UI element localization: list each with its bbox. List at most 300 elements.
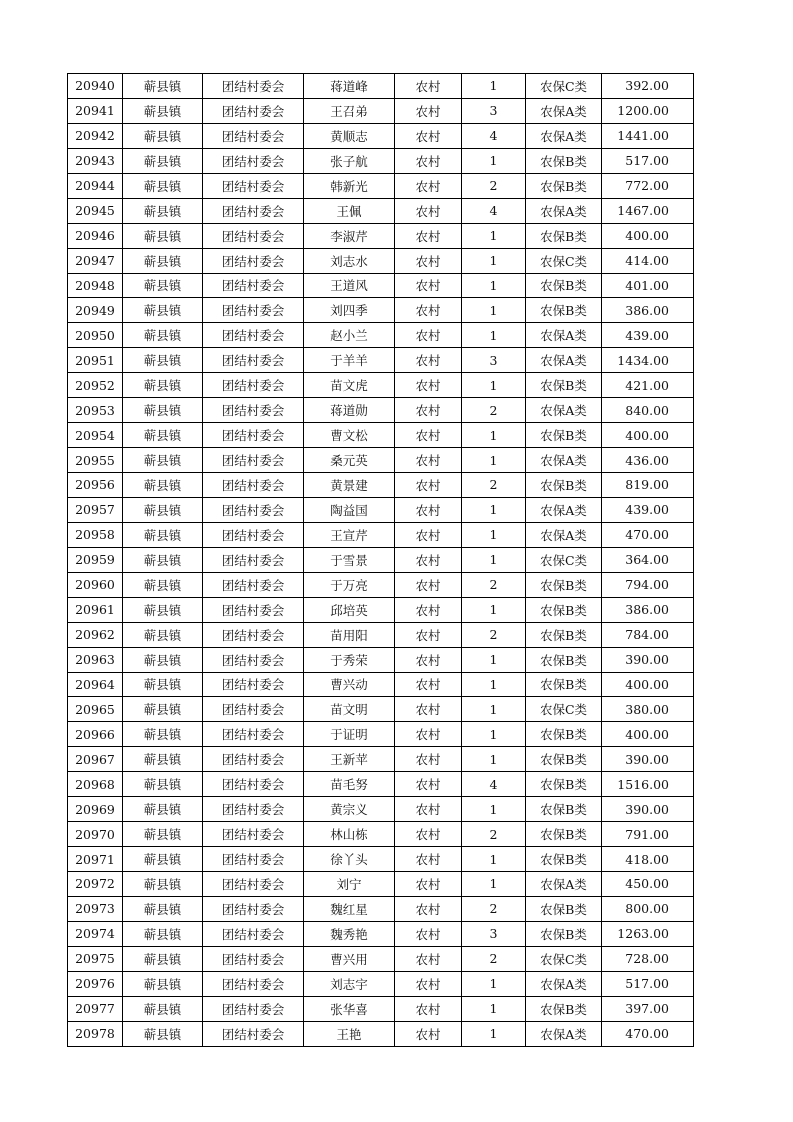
- household-type-cell: 农村: [395, 797, 462, 822]
- amount-cell: 470.00: [602, 1021, 694, 1046]
- household-type-cell: 农村: [395, 273, 462, 298]
- id-cell: 20943: [68, 148, 123, 173]
- table-row: [68, 123, 694, 148]
- people-count-cell: 1: [462, 522, 526, 547]
- household-type-cell: 农村: [395, 173, 462, 198]
- name-cell: 苗文明: [304, 697, 395, 722]
- insurance-category-cell: 农保A类: [526, 98, 602, 123]
- id-cell: 20957: [68, 497, 123, 522]
- id-cell: 20968: [68, 772, 123, 797]
- people-count-cell: 1: [462, 1021, 526, 1046]
- village-cell: 团结村委会: [203, 547, 304, 572]
- household-type-cell: 农村: [395, 647, 462, 672]
- id-cell: 20976: [68, 971, 123, 996]
- household-type-cell: 农村: [395, 597, 462, 622]
- table-row: [68, 522, 694, 547]
- table-row: [68, 896, 694, 921]
- town-cell: 蕲县镇: [123, 1021, 203, 1046]
- name-cell: 苗文虎: [304, 373, 395, 398]
- table-row: [68, 198, 694, 223]
- village-cell: 团结村委会: [203, 597, 304, 622]
- people-count-cell: 1: [462, 722, 526, 747]
- town-cell: 蕲县镇: [123, 198, 203, 223]
- name-cell: 黄景建: [304, 473, 395, 498]
- town-cell: 蕲县镇: [123, 872, 203, 897]
- insurance-category-cell: 农保B类: [526, 298, 602, 323]
- id-cell: 20956: [68, 473, 123, 498]
- town-cell: 蕲县镇: [123, 373, 203, 398]
- village-cell: 团结村委会: [203, 946, 304, 971]
- insurance-category-cell: 农保B类: [526, 722, 602, 747]
- table-row: [68, 298, 694, 323]
- name-cell: 苗用阳: [304, 622, 395, 647]
- town-cell: 蕲县镇: [123, 348, 203, 373]
- household-type-cell: 农村: [395, 423, 462, 448]
- town-cell: 蕲县镇: [123, 398, 203, 423]
- table-row: [68, 722, 694, 747]
- amount-cell: 400.00: [602, 423, 694, 448]
- town-cell: 蕲县镇: [123, 298, 203, 323]
- people-count-cell: 1: [462, 448, 526, 473]
- amount-cell: 800.00: [602, 896, 694, 921]
- id-cell: 20963: [68, 647, 123, 672]
- amount-cell: 392.00: [602, 74, 694, 99]
- id-cell: 20958: [68, 522, 123, 547]
- village-cell: 团结村委会: [203, 1021, 304, 1046]
- amount-cell: 470.00: [602, 522, 694, 547]
- table-row: [68, 971, 694, 996]
- name-cell: 苗毛努: [304, 772, 395, 797]
- village-cell: 团结村委会: [203, 722, 304, 747]
- amount-cell: 397.00: [602, 996, 694, 1021]
- table-row: [68, 622, 694, 647]
- insurance-category-cell: 农保B类: [526, 273, 602, 298]
- name-cell: 赵小兰: [304, 323, 395, 348]
- name-cell: 于羊羊: [304, 348, 395, 373]
- name-cell: 黄顺志: [304, 123, 395, 148]
- table-row: [68, 921, 694, 946]
- town-cell: 蕲县镇: [123, 273, 203, 298]
- people-count-cell: 3: [462, 921, 526, 946]
- people-count-cell: 1: [462, 547, 526, 572]
- village-cell: 团结村委会: [203, 423, 304, 448]
- household-type-cell: 农村: [395, 123, 462, 148]
- name-cell: 王宣芹: [304, 522, 395, 547]
- amount-cell: 390.00: [602, 797, 694, 822]
- table-row: [68, 273, 694, 298]
- amount-cell: 386.00: [602, 597, 694, 622]
- town-cell: 蕲县镇: [123, 98, 203, 123]
- village-cell: 团结村委会: [203, 123, 304, 148]
- amount-cell: 390.00: [602, 647, 694, 672]
- town-cell: 蕲县镇: [123, 996, 203, 1021]
- village-cell: 团结村委会: [203, 273, 304, 298]
- town-cell: 蕲县镇: [123, 572, 203, 597]
- household-type-cell: 农村: [395, 198, 462, 223]
- id-cell: 20966: [68, 722, 123, 747]
- name-cell: 刘志宇: [304, 971, 395, 996]
- id-cell: 20949: [68, 298, 123, 323]
- insurance-category-cell: 农保C类: [526, 697, 602, 722]
- people-count-cell: 4: [462, 123, 526, 148]
- people-count-cell: 1: [462, 323, 526, 348]
- town-cell: 蕲县镇: [123, 497, 203, 522]
- village-cell: 团结村委会: [203, 173, 304, 198]
- household-type-cell: 农村: [395, 148, 462, 173]
- name-cell: 魏红星: [304, 896, 395, 921]
- people-count-cell: 1: [462, 423, 526, 448]
- household-type-cell: 农村: [395, 822, 462, 847]
- household-type-cell: 农村: [395, 348, 462, 373]
- amount-cell: 1434.00: [602, 348, 694, 373]
- table-row: [68, 398, 694, 423]
- amount-cell: 390.00: [602, 747, 694, 772]
- village-cell: 团结村委会: [203, 572, 304, 597]
- household-type-cell: 农村: [395, 373, 462, 398]
- amount-cell: 436.00: [602, 448, 694, 473]
- town-cell: 蕲县镇: [123, 971, 203, 996]
- insurance-category-cell: 农保B类: [526, 423, 602, 448]
- people-count-cell: 1: [462, 996, 526, 1021]
- household-type-cell: 农村: [395, 772, 462, 797]
- table-row: [68, 747, 694, 772]
- name-cell: 张华喜: [304, 996, 395, 1021]
- household-type-cell: 农村: [395, 1021, 462, 1046]
- village-cell: 团结村委会: [203, 323, 304, 348]
- amount-cell: 439.00: [602, 497, 694, 522]
- amount-cell: 400.00: [602, 672, 694, 697]
- insurance-category-cell: 农保B类: [526, 847, 602, 872]
- table-row: [68, 772, 694, 797]
- table-row: [68, 497, 694, 522]
- name-cell: 桑元英: [304, 448, 395, 473]
- name-cell: 黄宗义: [304, 797, 395, 822]
- household-type-cell: 农村: [395, 522, 462, 547]
- village-cell: 团结村委会: [203, 822, 304, 847]
- insurance-category-cell: 农保A类: [526, 348, 602, 373]
- table-row: [68, 1021, 694, 1046]
- amount-cell: 414.00: [602, 248, 694, 273]
- village-cell: 团结村委会: [203, 473, 304, 498]
- table-row: [68, 173, 694, 198]
- household-type-cell: 农村: [395, 971, 462, 996]
- people-count-cell: 3: [462, 98, 526, 123]
- id-cell: 20955: [68, 448, 123, 473]
- household-type-cell: 农村: [395, 872, 462, 897]
- table-row: [68, 473, 694, 498]
- records-table: [67, 73, 694, 1047]
- amount-cell: 794.00: [602, 572, 694, 597]
- name-cell: 王道风: [304, 273, 395, 298]
- name-cell: 刘四季: [304, 298, 395, 323]
- town-cell: 蕲县镇: [123, 697, 203, 722]
- table-row: [68, 672, 694, 697]
- insurance-category-cell: 农保A类: [526, 123, 602, 148]
- town-cell: 蕲县镇: [123, 74, 203, 99]
- insurance-category-cell: 农保A类: [526, 198, 602, 223]
- village-cell: 团结村委会: [203, 971, 304, 996]
- table-row: [68, 74, 694, 99]
- town-cell: 蕲县镇: [123, 622, 203, 647]
- insurance-category-cell: 农保A类: [526, 448, 602, 473]
- village-cell: 团结村委会: [203, 672, 304, 697]
- insurance-category-cell: 农保B类: [526, 597, 602, 622]
- town-cell: 蕲县镇: [123, 223, 203, 248]
- name-cell: 于证明: [304, 722, 395, 747]
- amount-cell: 380.00: [602, 697, 694, 722]
- village-cell: 团结村委会: [203, 697, 304, 722]
- name-cell: 刘志水: [304, 248, 395, 273]
- town-cell: 蕲县镇: [123, 248, 203, 273]
- name-cell: 于万亮: [304, 572, 395, 597]
- amount-cell: 840.00: [602, 398, 694, 423]
- name-cell: 李淑芹: [304, 223, 395, 248]
- table-row: [68, 797, 694, 822]
- name-cell: 于雪景: [304, 547, 395, 572]
- village-cell: 团结村委会: [203, 497, 304, 522]
- people-count-cell: 1: [462, 74, 526, 99]
- amount-cell: 418.00: [602, 847, 694, 872]
- id-cell: 20964: [68, 672, 123, 697]
- id-cell: 20973: [68, 896, 123, 921]
- amount-cell: 401.00: [602, 273, 694, 298]
- table-row: [68, 847, 694, 872]
- name-cell: 曹文松: [304, 423, 395, 448]
- people-count-cell: 1: [462, 373, 526, 398]
- household-type-cell: 农村: [395, 921, 462, 946]
- table-row: [68, 572, 694, 597]
- amount-cell: 784.00: [602, 622, 694, 647]
- table-row: [68, 98, 694, 123]
- id-cell: 20972: [68, 872, 123, 897]
- table-row: [68, 872, 694, 897]
- table-body: [68, 74, 694, 1047]
- table-row: [68, 223, 694, 248]
- insurance-category-cell: 农保B类: [526, 473, 602, 498]
- household-type-cell: 农村: [395, 747, 462, 772]
- people-count-cell: 3: [462, 348, 526, 373]
- name-cell: 蒋道峰: [304, 74, 395, 99]
- table-row: [68, 597, 694, 622]
- id-cell: 20978: [68, 1021, 123, 1046]
- insurance-category-cell: 农保A类: [526, 522, 602, 547]
- town-cell: 蕲县镇: [123, 896, 203, 921]
- town-cell: 蕲县镇: [123, 423, 203, 448]
- insurance-category-cell: 农保A类: [526, 323, 602, 348]
- town-cell: 蕲县镇: [123, 797, 203, 822]
- people-count-cell: 1: [462, 597, 526, 622]
- name-cell: 王新苹: [304, 747, 395, 772]
- amount-cell: 791.00: [602, 822, 694, 847]
- town-cell: 蕲县镇: [123, 323, 203, 348]
- household-type-cell: 农村: [395, 298, 462, 323]
- town-cell: 蕲县镇: [123, 522, 203, 547]
- village-cell: 团结村委会: [203, 298, 304, 323]
- village-cell: 团结村委会: [203, 896, 304, 921]
- household-type-cell: 农村: [395, 946, 462, 971]
- table-row: [68, 248, 694, 273]
- table-row: [68, 697, 694, 722]
- id-cell: 20947: [68, 248, 123, 273]
- insurance-category-cell: 农保A类: [526, 497, 602, 522]
- people-count-cell: 1: [462, 697, 526, 722]
- people-count-cell: 1: [462, 847, 526, 872]
- village-cell: 团结村委会: [203, 847, 304, 872]
- people-count-cell: 4: [462, 198, 526, 223]
- id-cell: 20954: [68, 423, 123, 448]
- id-cell: 20977: [68, 996, 123, 1021]
- id-cell: 20971: [68, 847, 123, 872]
- people-count-cell: 2: [462, 398, 526, 423]
- id-cell: 20969: [68, 797, 123, 822]
- village-cell: 团结村委会: [203, 772, 304, 797]
- insurance-category-cell: 农保B类: [526, 647, 602, 672]
- village-cell: 团结村委会: [203, 448, 304, 473]
- household-type-cell: 农村: [395, 847, 462, 872]
- household-type-cell: 农村: [395, 896, 462, 921]
- id-cell: 20961: [68, 597, 123, 622]
- village-cell: 团结村委会: [203, 348, 304, 373]
- village-cell: 团结村委会: [203, 797, 304, 822]
- insurance-category-cell: 农保C类: [526, 74, 602, 99]
- insurance-category-cell: 农保C类: [526, 946, 602, 971]
- amount-cell: 450.00: [602, 872, 694, 897]
- village-cell: 团结村委会: [203, 248, 304, 273]
- household-type-cell: 农村: [395, 323, 462, 348]
- insurance-category-cell: 农保A类: [526, 971, 602, 996]
- name-cell: 曹兴动: [304, 672, 395, 697]
- amount-cell: 772.00: [602, 173, 694, 198]
- insurance-category-cell: 农保B类: [526, 672, 602, 697]
- household-type-cell: 农村: [395, 572, 462, 597]
- town-cell: 蕲县镇: [123, 847, 203, 872]
- household-type-cell: 农村: [395, 98, 462, 123]
- people-count-cell: 1: [462, 223, 526, 248]
- id-cell: 20948: [68, 273, 123, 298]
- village-cell: 团结村委会: [203, 74, 304, 99]
- insurance-category-cell: 农保B类: [526, 572, 602, 597]
- people-count-cell: 1: [462, 647, 526, 672]
- amount-cell: 1263.00: [602, 921, 694, 946]
- table-row: [68, 423, 694, 448]
- insurance-category-cell: 农保A类: [526, 398, 602, 423]
- household-type-cell: 农村: [395, 448, 462, 473]
- household-type-cell: 农村: [395, 697, 462, 722]
- people-count-cell: 2: [462, 473, 526, 498]
- town-cell: 蕲县镇: [123, 173, 203, 198]
- village-cell: 团结村委会: [203, 747, 304, 772]
- village-cell: 团结村委会: [203, 921, 304, 946]
- insurance-category-cell: 农保C类: [526, 248, 602, 273]
- id-cell: 20974: [68, 921, 123, 946]
- table-row: [68, 348, 694, 373]
- town-cell: 蕲县镇: [123, 822, 203, 847]
- name-cell: 王召弟: [304, 98, 395, 123]
- village-cell: 团结村委会: [203, 398, 304, 423]
- name-cell: 徐丫头: [304, 847, 395, 872]
- household-type-cell: 农村: [395, 248, 462, 273]
- id-cell: 20944: [68, 173, 123, 198]
- insurance-category-cell: 农保B类: [526, 622, 602, 647]
- id-cell: 20965: [68, 697, 123, 722]
- village-cell: 团结村委会: [203, 647, 304, 672]
- amount-cell: 1467.00: [602, 198, 694, 223]
- table-row: [68, 996, 694, 1021]
- people-count-cell: 1: [462, 672, 526, 697]
- id-cell: 20967: [68, 747, 123, 772]
- amount-cell: 1200.00: [602, 98, 694, 123]
- amount-cell: 386.00: [602, 298, 694, 323]
- town-cell: 蕲县镇: [123, 647, 203, 672]
- name-cell: 王艳: [304, 1021, 395, 1046]
- id-cell: 20940: [68, 74, 123, 99]
- table-row: [68, 822, 694, 847]
- insurance-category-cell: 农保B类: [526, 921, 602, 946]
- table-row: [68, 148, 694, 173]
- household-type-cell: 农村: [395, 473, 462, 498]
- village-cell: 团结村委会: [203, 373, 304, 398]
- table-row: [68, 448, 694, 473]
- amount-cell: 728.00: [602, 946, 694, 971]
- household-type-cell: 农村: [395, 672, 462, 697]
- people-count-cell: 1: [462, 148, 526, 173]
- id-cell: 20959: [68, 547, 123, 572]
- people-count-cell: 1: [462, 248, 526, 273]
- people-count-cell: 2: [462, 896, 526, 921]
- village-cell: 团结村委会: [203, 872, 304, 897]
- household-type-cell: 农村: [395, 622, 462, 647]
- village-cell: 团结村委会: [203, 148, 304, 173]
- town-cell: 蕲县镇: [123, 747, 203, 772]
- people-count-cell: 1: [462, 872, 526, 897]
- name-cell: 曹兴用: [304, 946, 395, 971]
- insurance-category-cell: 农保B类: [526, 173, 602, 198]
- insurance-category-cell: 农保B类: [526, 223, 602, 248]
- household-type-cell: 农村: [395, 74, 462, 99]
- name-cell: 蒋道勋: [304, 398, 395, 423]
- amount-cell: 400.00: [602, 722, 694, 747]
- insurance-category-cell: 农保B类: [526, 797, 602, 822]
- town-cell: 蕲县镇: [123, 946, 203, 971]
- insurance-category-cell: 农保B类: [526, 148, 602, 173]
- table-row: [68, 647, 694, 672]
- people-count-cell: 4: [462, 772, 526, 797]
- table-row: [68, 323, 694, 348]
- people-count-cell: 2: [462, 173, 526, 198]
- town-cell: 蕲县镇: [123, 448, 203, 473]
- id-cell: 20951: [68, 348, 123, 373]
- amount-cell: 517.00: [602, 971, 694, 996]
- insurance-category-cell: 农保B类: [526, 996, 602, 1021]
- town-cell: 蕲县镇: [123, 921, 203, 946]
- household-type-cell: 农村: [395, 223, 462, 248]
- village-cell: 团结村委会: [203, 996, 304, 1021]
- name-cell: 魏秀艳: [304, 921, 395, 946]
- amount-cell: 400.00: [602, 223, 694, 248]
- insurance-category-cell: 农保B类: [526, 822, 602, 847]
- household-type-cell: 农村: [395, 547, 462, 572]
- village-cell: 团结村委会: [203, 223, 304, 248]
- table-row: [68, 373, 694, 398]
- insurance-category-cell: 农保B类: [526, 373, 602, 398]
- people-count-cell: 1: [462, 497, 526, 522]
- people-count-cell: 2: [462, 622, 526, 647]
- town-cell: 蕲县镇: [123, 148, 203, 173]
- amount-cell: 1516.00: [602, 772, 694, 797]
- id-cell: 20942: [68, 123, 123, 148]
- id-cell: 20950: [68, 323, 123, 348]
- id-cell: 20962: [68, 622, 123, 647]
